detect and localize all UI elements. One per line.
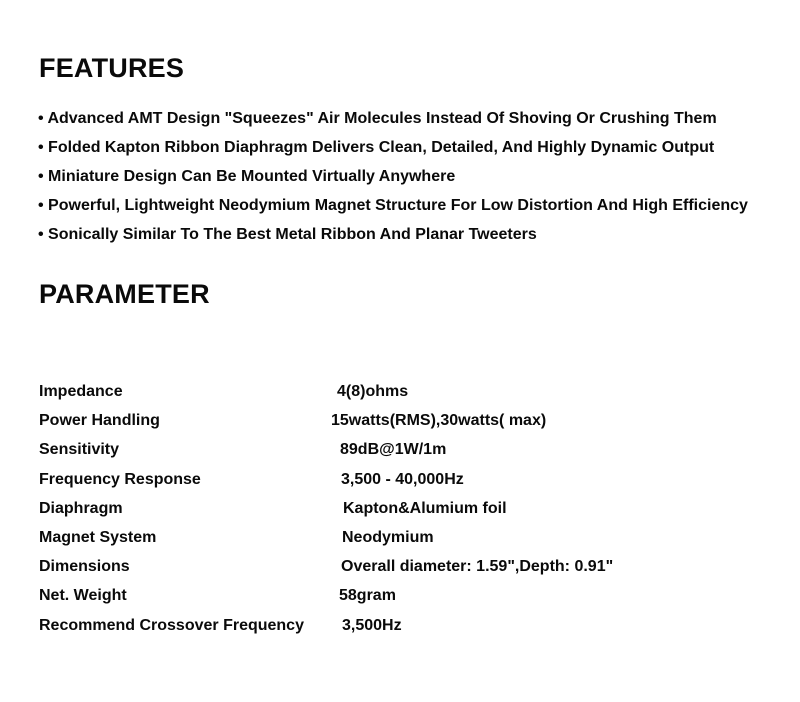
feature-item: • Miniature Design Can Be Mounted Virtually Anywhere: [38, 168, 456, 185]
parameter-value: 15watts(RMS),30watts( max): [331, 412, 547, 430]
parameter-label: Magnet System: [39, 528, 157, 546]
features-heading: FEATURES: [39, 53, 185, 83]
parameter-label: Net. Weight: [39, 587, 127, 605]
features-list: [38, 104, 748, 249]
parameter-value: 89dB@1W/1m: [340, 441, 447, 459]
parameter-label: Dimensions: [39, 558, 130, 576]
parameter-label: Diaphragm: [39, 499, 123, 517]
parameter-value: 3,500Hz: [342, 616, 402, 634]
parameter-value: Overall diameter: 1.59",Depth: 0.91": [341, 558, 614, 576]
parameter-value: Neodymium: [342, 528, 434, 546]
parameter-label: Recommend Crossover Frequency: [39, 616, 304, 634]
parameter-label: Impedance: [39, 383, 123, 400]
parameter-label: Sensitivity: [39, 441, 120, 459]
parameter-label: Frequency Response: [39, 470, 201, 488]
parameter-value: Kapton&Alumium foil: [343, 499, 507, 517]
parameter-value: 58gram: [339, 587, 396, 605]
parameter-heading: PARAMETER: [39, 279, 210, 309]
parameter-value: 3,500 - 40,000Hz: [341, 470, 464, 488]
parameter-value: 4(8)ohms: [337, 383, 409, 400]
feature-item: • Powerful, Lightweight Neodymium Magnet Structure For Low Distortion And High Efficiency: [38, 197, 748, 214]
feature-item: • Advanced AMT Design "Squeezes" Air Molecules Instead Of Shoving Or Crushing Them: [38, 110, 717, 127]
feature-item: • Folded Kapton Ribbon Diaphragm Delivers Clean, Detailed, And Highly Dynamic Output: [38, 139, 715, 156]
parameter-label: Power Handling: [39, 412, 160, 430]
feature-item: • Sonically Similar To The Best Metal Ribbon And Planar Tweeters: [38, 226, 537, 243]
